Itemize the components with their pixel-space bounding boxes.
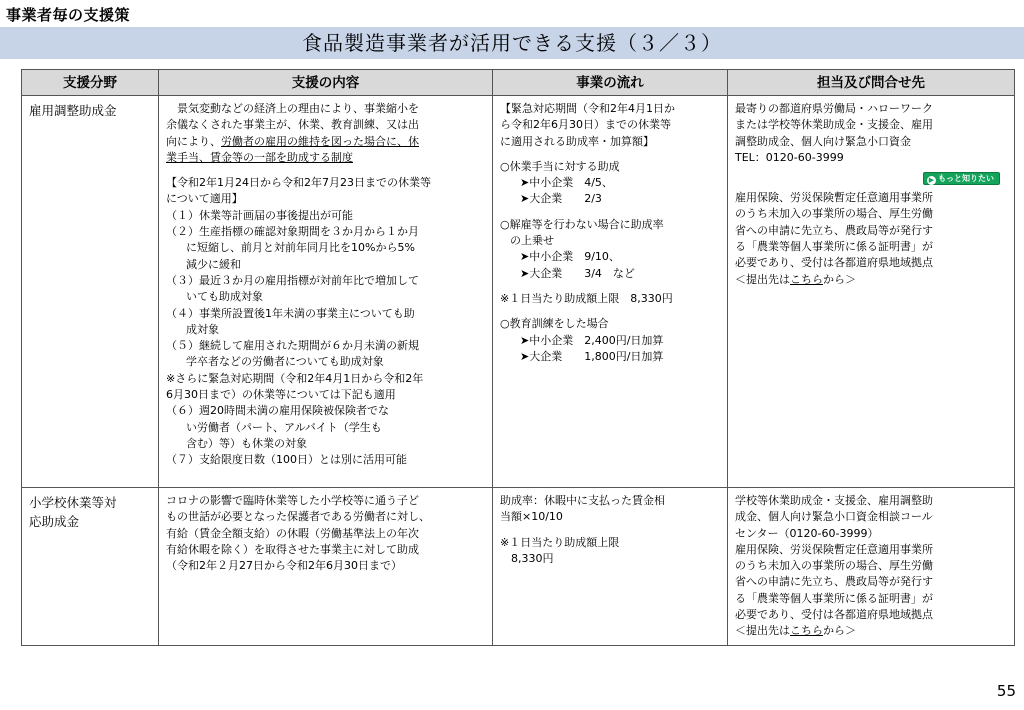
text-line: のうち未加入の事業所の場合、厚生労働 (735, 207, 933, 221)
field-employment-adjustment: 雇用調整助成金 (22, 96, 159, 488)
content-cell (159, 96, 493, 488)
text-line: のうち未加入の事業所の場合、厚生労働 (735, 559, 933, 573)
list-item: 6月30日まで）の休業等については下記も適用 (166, 388, 396, 402)
text-line: 有給休暇を除く）を取得させた事業主に対して助成 (166, 542, 419, 556)
spacer (500, 526, 721, 535)
text-line: ら令和2年6月30日）までの休業等 (500, 118, 671, 132)
field-line: 小学校休業等対 (29, 495, 117, 510)
column-header-contact: 担当及び問合せ先 (728, 70, 1015, 96)
text-segment: ＜提出先は (735, 624, 790, 638)
text-line: る「農業等個人事業所に係る証明書」が (735, 591, 933, 605)
list-item: に短縮し、前月と対前年同月比を10%から5% (186, 241, 415, 255)
text-line: 省への申請に先立ち、農政局等が発行す (735, 223, 933, 237)
text-line: 当額×10/10 (500, 510, 563, 524)
spacer (500, 307, 721, 316)
text-line: 必要であり、受付は各都道府県地域拠点 (735, 608, 933, 622)
contact-cell (728, 488, 1015, 646)
text-line: 8,330円 (500, 551, 554, 565)
text-line: 景気変動などの経済上の理由により、事業縮小を (166, 102, 419, 115)
text-line: ○休業手当に対する助成 (500, 159, 620, 173)
text-segment: ＜提出先は (735, 272, 790, 286)
text-line: （令和2年２月27日から令和2年6月30日まで） (166, 559, 402, 573)
text-line: 【緊急対応期間（令和2年4月1日か (500, 102, 675, 115)
list-item: い労働者（パート、アルバイト（学生も (186, 420, 382, 434)
flow-cell (493, 488, 728, 646)
spacer (500, 150, 721, 159)
submit-line (735, 272, 1008, 288)
list-item: （１）休業等計画届の事後提出が可能 (166, 208, 353, 222)
list-item: （６）週20時間未満の雇用保険被保険者でな (166, 404, 389, 418)
submit-destination-link[interactable]: こちら (790, 624, 823, 638)
text-line: る「農業等個人事業所に係る証明書」が (735, 240, 933, 254)
text-segment: から＞ (823, 624, 856, 638)
arrow-right-icon: ▶ (928, 176, 935, 185)
text-line: 最寄りの都道府県労働局・ハローワーク (735, 102, 933, 115)
underlined-text: 業手当、賃金等の一部を助成する制度 (166, 150, 353, 164)
text-line: ※１日当たり助成額上限 8,330円 (500, 291, 673, 305)
list-item: （３）最近３か月の雇用指標が対前年比で増加して (166, 273, 419, 287)
text-line: 省への申請に先立ち、農政局等が発行す (735, 575, 933, 589)
flow-cell (493, 96, 728, 488)
text-line: 必要であり、受付は各都道府県地域拠点 (735, 256, 933, 270)
list-item: 成対象 (186, 322, 219, 336)
text-line: ※１日当たり助成額上限 (500, 535, 620, 549)
text-line: ○解雇等を行わない場合に助成率 (500, 217, 664, 231)
underlined-text: 労働者の雇用の維持を図った場合に、休 (221, 134, 419, 148)
more-info-wrap (735, 172, 1008, 190)
list-item: いても助成対象 (186, 290, 263, 304)
text-line: 余儀なくされた事業主が、休業、教育訓練、又は出 (166, 118, 419, 132)
text-line: もの世話が必要となった保護者である労働者に対し、 (166, 510, 430, 524)
text-line: に適用される助成率・加算額】 (500, 134, 654, 148)
list-item: ➤大企業 1,800円/日加算 (520, 349, 664, 363)
text-segment: から＞ (823, 272, 856, 286)
phone-number: TEL：0120-60-3999 (735, 150, 844, 164)
text-line: または学校等休業助成金・支援金、雇用 (735, 118, 933, 132)
list-item: （５）継続して雇用された期間が６か月未満の新規 (166, 339, 419, 353)
spacer (500, 282, 721, 291)
column-header-field: 支援分野 (22, 70, 159, 96)
text-line: の上乗せ (510, 234, 554, 248)
text-line: 助成率：休暇中に支払った賃金相 (500, 494, 665, 507)
list-item: ➤中小企業 2,400円/日加算 (520, 333, 664, 347)
list-item: （４）事業所設置後1年未満の事業主についても助 (166, 306, 415, 320)
text-line: 学校等休業助成金・支援金、雇用調整助 (735, 494, 933, 507)
text-line (166, 134, 486, 150)
page-number: 55 (996, 682, 1016, 700)
table-header-row (22, 70, 1015, 96)
section-label: 事業者毎の支援策 (6, 6, 131, 24)
text-line: 【令和2年1月24日から令和2年7月23日までの休業等 (166, 176, 431, 190)
text-line: コロナの影響で臨時休業等した小学校等に通う子ど (166, 494, 419, 507)
text-line: 成金、個人向け緊急小口資金相談コール (735, 510, 933, 524)
list-item: ➤大企業 2/3 (520, 192, 602, 206)
table-row (22, 96, 1015, 488)
table-row (22, 488, 1015, 646)
phone-number: センター（0120-60-3999） (735, 526, 879, 540)
content-cell (159, 488, 493, 646)
learn-more-button[interactable] (923, 172, 1000, 185)
spacer (500, 208, 721, 217)
submit-line (735, 623, 1008, 639)
field-line: 応助成金 (29, 514, 80, 529)
text-line: ○教育訓練をした場合 (500, 317, 609, 331)
text-line: 雇用保険、労災保険暫定任意適用事業所 (735, 191, 933, 205)
text-line: 有給（賃金全額支給）の休暇（労働基準法上の年次 (166, 526, 419, 540)
page-title: 食品製造事業者が活用できる支援（３／３） (0, 27, 1024, 59)
submit-destination-link[interactable]: こちら (790, 272, 823, 286)
list-item: 減少に緩和 (186, 257, 241, 271)
list-item: （２）生産指標の確認対象期間を３か月から１か月 (166, 225, 419, 239)
text-line: 雇用保険、労災保険暫定任意適用事業所 (735, 542, 933, 556)
text-segment: 向により、 (166, 134, 221, 148)
support-table (21, 69, 1015, 646)
list-item: ※さらに緊急対応期間（令和2年4月1日から令和2年 (166, 371, 424, 385)
list-item: 学卒者などの労働者についても助成対象 (186, 355, 384, 369)
contact-cell (728, 96, 1015, 488)
list-item: 含む）等）も休業の対象 (186, 436, 307, 450)
learn-more-label: もっと知りたい (938, 174, 994, 184)
list-item: （７）支給限度日数（100日）とは別に活用可能 (166, 453, 407, 467)
text-line: について適用】 (166, 192, 243, 206)
list-item: ➤中小企業 9/10、 (520, 250, 620, 264)
text-line: 調整助成金、個人向け緊急小口資金 (735, 134, 911, 148)
spacer (166, 166, 486, 175)
column-header-content: 支援の内容 (159, 70, 493, 96)
column-header-flow: 事業の流れ (493, 70, 728, 96)
list-item: ➤大企業 3/4 など (520, 266, 635, 280)
list-item: ➤中小企業 4/5、 (520, 176, 613, 190)
field-school-closure (22, 488, 159, 646)
